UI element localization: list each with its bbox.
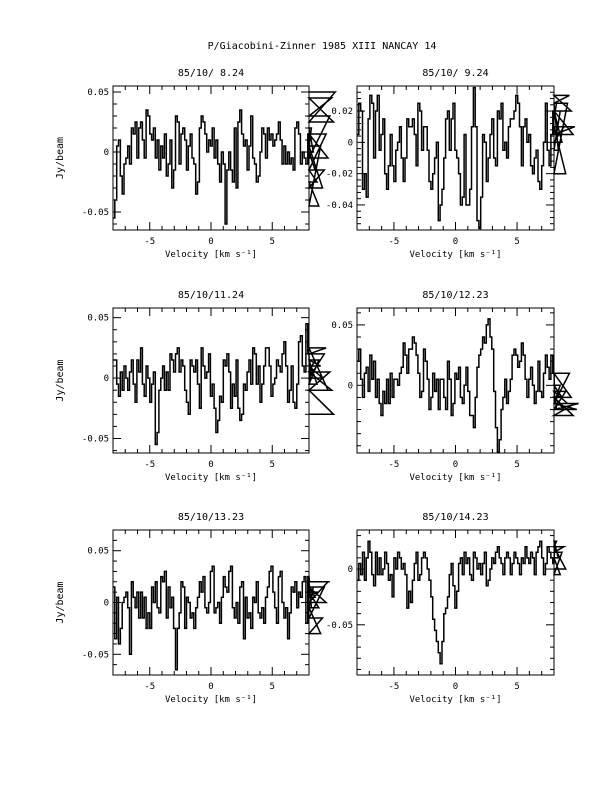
y-tick-label: -0.02 [325,169,353,180]
panel-1 [55,68,335,260]
y-tick-label: 0 [347,381,353,392]
y-tick-label: 0 [103,374,109,385]
x-tick-label: 0 [452,460,459,470]
panel-title: 85/10/ 9.24 [422,68,489,79]
y-tick-label: -0.05 [81,208,109,218]
x-axis-label: Velocity [km s⁻¹] [409,695,502,705]
y-axis-label: Jy/beam [55,136,66,180]
y-tick-label: -0.05 [81,434,109,445]
x-tick-label: 5 [269,682,275,692]
x-tick-label: 0 [208,237,214,247]
x-tick-label: 0 [452,237,459,247]
y-tick-label: -0.05 [325,620,353,631]
y-tick-label: 0.05 [331,320,353,331]
y-tick-label: 0 [103,598,109,609]
x-tick-label: 5 [514,237,520,247]
x-tick-label: -5 [144,237,156,247]
spectrum-series [357,319,579,452]
x-tick-label: -5 [144,460,156,470]
panel-title: 85/10/13.23 [177,512,245,523]
y-tick-label: 0 [347,565,353,576]
panel-6 [326,512,566,705]
spectrum-series [113,566,330,670]
panel-5 [55,512,330,705]
spectrum-series [113,324,334,445]
x-axis-label: Velocity [km s⁻¹] [164,473,258,483]
x-tick-label: 0 [208,460,214,470]
y-tick-label: 0.05 [87,313,109,324]
x-tick-label: 0 [208,682,214,692]
panel-4 [331,290,578,483]
plot-frame [113,86,309,230]
y-tick-label: 0.05 [87,88,109,98]
y-tick-label: 0.05 [87,546,109,557]
x-tick-label: -5 [388,682,400,692]
x-tick-label: -5 [388,460,400,470]
y-axis-label: Jy/beam [55,581,66,624]
panel-title: 85/10/11.24 [177,290,245,301]
panel-title: 85/10/ 8.24 [177,68,245,79]
x-tick-label: 0 [452,682,459,692]
x-tick-label: -5 [388,237,400,247]
spectrum-series [113,92,335,224]
spectrum-series [357,88,575,229]
y-tick-label: 0.02 [331,107,353,118]
panel-2 [326,68,575,260]
x-tick-label: 5 [269,460,275,470]
y-tick-label: 0 [103,148,109,158]
x-tick-label: 5 [514,460,520,470]
panel-3 [55,290,334,483]
y-tick-label: -0.05 [81,650,109,661]
spectrum-series [357,541,566,664]
page-title: P/Giacobini-Zinner 1985 XIII NANCAY 14 [207,41,437,52]
x-tick-label: 5 [269,237,275,247]
x-axis-label: Velocity [km s⁻¹] [164,695,258,705]
y-axis-label: Jy/beam [55,359,66,402]
x-axis-label: Velocity [km s⁻¹] [409,473,502,483]
x-axis-label: Velocity [km s⁻¹] [164,250,258,260]
x-tick-label: 5 [514,682,520,692]
x-tick-label: -5 [144,682,156,692]
panel-title: 85/10/14.23 [422,512,489,523]
y-tick-label: 0 [347,138,353,149]
x-axis-label: Velocity [km s⁻¹] [409,250,502,260]
y-tick-label: -0.04 [325,200,353,211]
panel-title: 85/10/12.23 [422,290,489,301]
